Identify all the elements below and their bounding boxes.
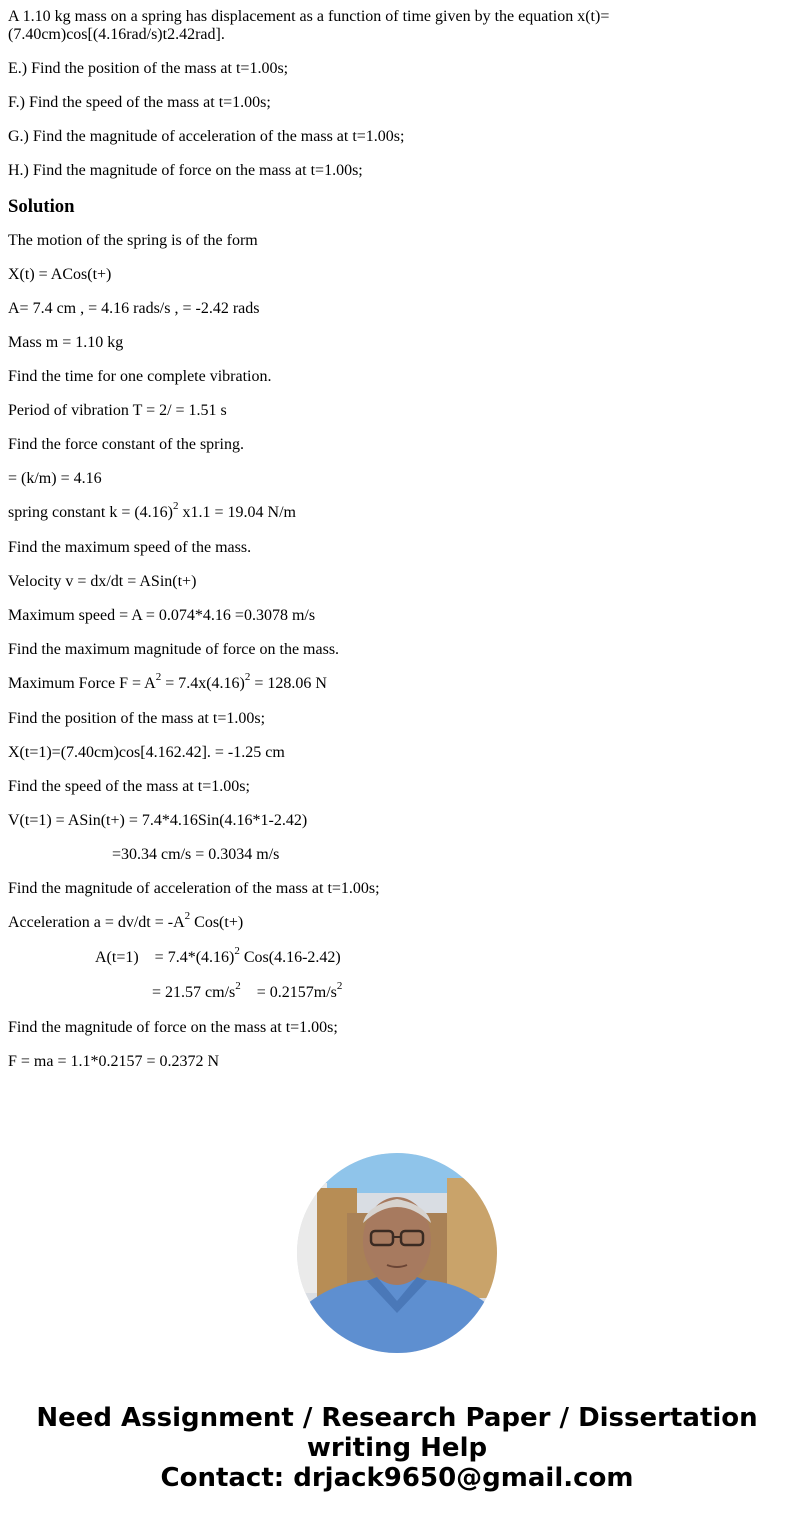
promo-line-2: writing Help	[306, 1433, 488, 1463]
solution-line: V(t=1) = ASin(t+) = 7.4*4.16Sin(4.16*1-2.42)	[8, 812, 308, 829]
solution-line: = (k/m) = 4.16	[8, 470, 102, 487]
solution-line: Velocity v = dx/dt = ASin(t+)	[8, 573, 197, 590]
superscript: 2	[234, 944, 240, 957]
text-fragment: Acceleration a = dv/dt = -A	[8, 914, 185, 931]
superscript: 2	[184, 909, 191, 922]
superscript: 2	[235, 979, 241, 992]
solution-line: Maximum speed = A = 0.074*4.16 =0.3078 m/s	[8, 607, 316, 624]
solution-line: Find the time for one complete vibration.	[8, 368, 272, 385]
text-fragment: = 0.2157m/s	[240, 984, 337, 1001]
solution-line: Find the maximum magnitude of force on the mass.	[8, 641, 340, 658]
solution-line: Find the position of the mass at t=1.00s;	[8, 710, 266, 727]
text-fragment: = 21.57 cm/s	[152, 984, 236, 1001]
text-fragment: Cos(4.16-2.42)	[239, 949, 341, 966]
solution-line: Find the magnitude of force on the mass at t=1.00s;	[8, 1019, 338, 1036]
solution-line: A= 7.4 cm , = 4.16 rads/s , = -2.42 rads	[8, 300, 260, 317]
question-part-h: H.) Find the magnitude of force on the mass at t=1.00s;	[8, 162, 363, 179]
text-fragment: Cos(t+)	[190, 914, 244, 931]
superscript: 2	[336, 979, 343, 992]
promo-line-1: Need Assignment / Research Paper / Dissertation	[36, 1403, 758, 1433]
solution-line	[8, 670, 708, 693]
author-photo	[297, 1153, 497, 1353]
question-part-g: G.) Find the magnitude of acceleration of the mass at t=1.00s;	[8, 128, 405, 145]
solution-line: Period of vibration T = 2/ = 1.51 s	[8, 402, 227, 419]
solution-line	[8, 909, 708, 932]
solution-line	[8, 499, 708, 522]
solution-line: The motion of the spring is of the form	[8, 232, 258, 249]
author-photo-illustration	[297, 1153, 497, 1353]
question-intro: A 1.10 kg mass on a spring has displacement as a function of time given by the equation x(t)=(7.40cm)cos[(4.16rad/s)t2.42rad].	[8, 8, 610, 43]
solution-line	[8, 944, 708, 967]
solution-line: Mass m = 1.10 kg	[8, 334, 124, 351]
solution-line: =30.34 cm/s = 0.3034 m/s	[112, 846, 280, 863]
solution-line: Find the maximum speed of the mass.	[8, 539, 252, 556]
solution-line: Find the magnitude of acceleration of the mass at t=1.00s;	[8, 880, 380, 897]
text-fragment: = 7.4x(4.16)	[161, 675, 245, 692]
superscript: 2	[244, 670, 251, 683]
text-fragment: spring constant k = (4.16)	[8, 504, 173, 521]
text-fragment: A(t=1) = 7.4*(4.16)	[95, 949, 235, 966]
solution-line: X(t) = ACos(t+)	[8, 266, 112, 283]
promo-banner	[0, 1403, 794, 1493]
solution-line: Find the force constant of the spring.	[8, 436, 244, 453]
solution-line: F = ma = 1.1*0.2157 = 0.2372 N	[8, 1053, 220, 1070]
solution-line: X(t=1)=(7.40cm)cos[4.162.42]. = -1.25 cm	[8, 744, 285, 761]
solution-heading: Solution	[8, 196, 75, 217]
superscript: 2	[173, 499, 179, 512]
question-part-e: E.) Find the position of the mass at t=1.00s;	[8, 60, 289, 77]
document-body	[8, 8, 708, 1087]
question-part-f: F.) Find the speed of the mass at t=1.00s;	[8, 94, 271, 111]
solution-line	[8, 979, 708, 1002]
superscript: 2	[155, 670, 162, 683]
text-fragment: Maximum Force F = A	[8, 675, 156, 692]
promo-contact[interactable]: Contact: drjack9650@gmail.com	[160, 1463, 634, 1493]
text-fragment: = 128.06 N	[250, 675, 327, 692]
text-fragment: x1.1 = 19.04 N/m	[178, 504, 296, 521]
solution-line: Find the speed of the mass at t=1.00s;	[8, 778, 250, 795]
